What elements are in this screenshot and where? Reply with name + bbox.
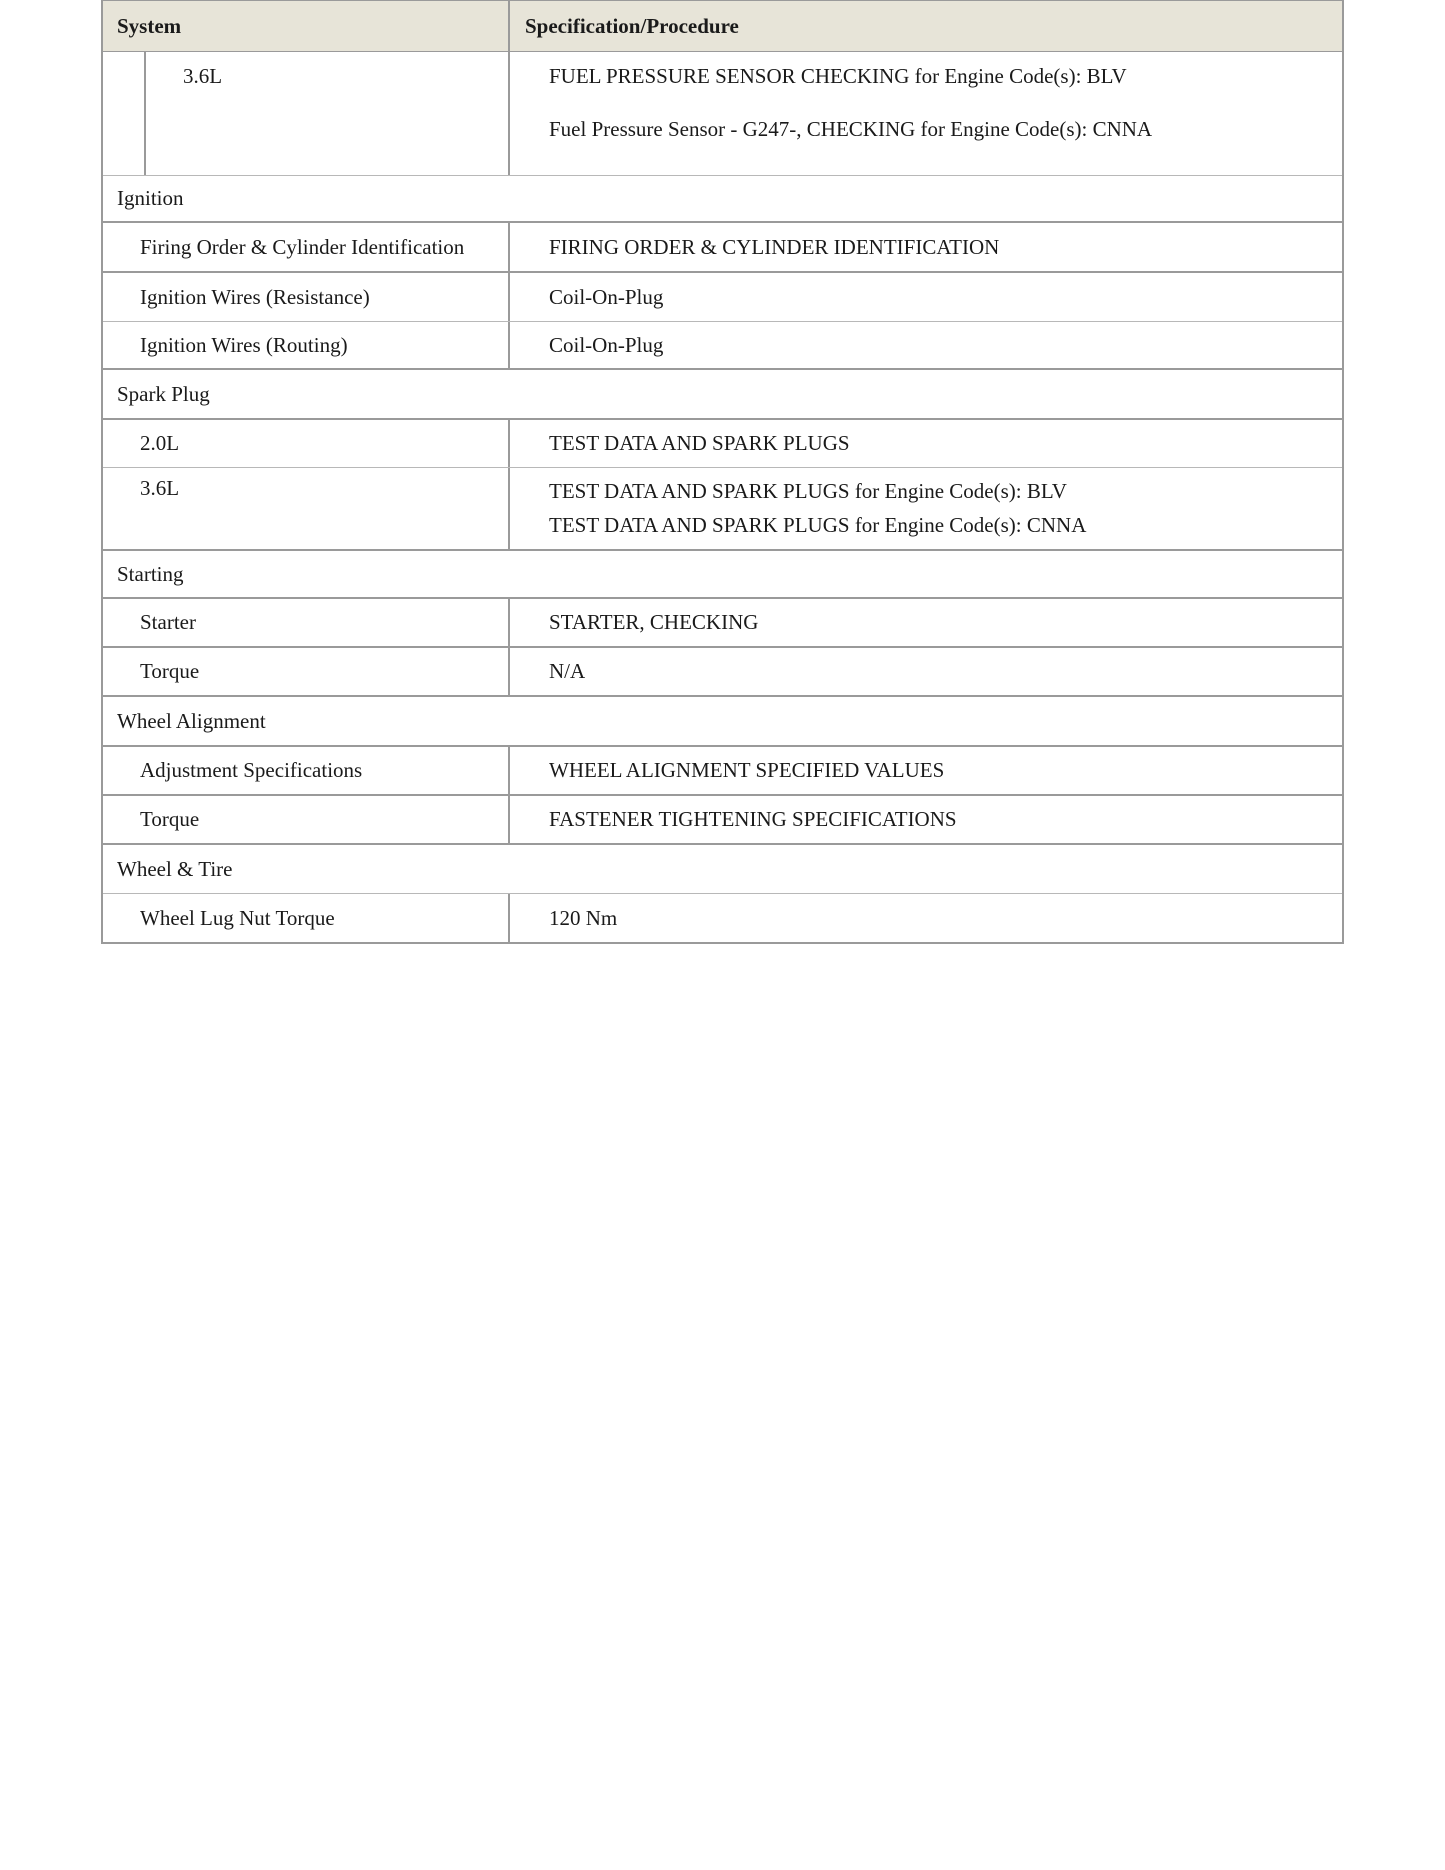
section-starting: Starting	[103, 551, 1342, 599]
table-row	[103, 468, 1342, 551]
header-system: System	[103, 1, 510, 51]
table-row	[103, 273, 1342, 322]
row-spec	[510, 420, 1342, 467]
spec-link[interactable]: STARTER, CHECKING	[549, 610, 759, 634]
spec-link[interactable]: FIRING ORDER & CYLINDER IDENTIFICATION	[549, 234, 1000, 259]
table-header	[103, 1, 1342, 52]
spec-link-fuel-blv[interactable]: FUEL PRESSURE SENSOR CHECKING for Engine Code(s): BLV	[549, 64, 1127, 88]
row-spec	[510, 468, 1342, 542]
row-system: Ignition Wires (Routing)	[103, 322, 510, 368]
spec-link-spark-cnna[interactable]: TEST DATA AND SPARK PLUGS for Engine Code(s): CNNA	[549, 513, 1087, 537]
row-spec	[510, 223, 1342, 271]
spec-text: Coil-On-Plug	[549, 332, 664, 357]
row-system: 3.6L	[103, 468, 510, 549]
row-spec	[510, 796, 1342, 843]
spec-text: N/A	[549, 659, 586, 683]
row-spec	[510, 273, 1342, 321]
row-system: 3.6L	[146, 52, 510, 175]
spec-link-spark-blv[interactable]: TEST DATA AND SPARK PLUGS for Engine Code(s): BLV	[549, 479, 1067, 503]
row-system: 2.0L	[103, 420, 510, 467]
row-spec	[510, 322, 1342, 368]
table-row	[103, 420, 1342, 468]
spec-link[interactable]: WHEEL ALIGNMENT SPECIFIED VALUES	[549, 758, 945, 782]
header-specification: Specification/Procedure	[525, 13, 739, 38]
row-spec	[510, 747, 1342, 794]
row-system: Ignition Wires (Resistance)	[103, 273, 510, 321]
row-spec	[510, 648, 1342, 695]
row-system: Wheel Lug Nut Torque	[103, 894, 510, 942]
table-row	[103, 322, 1342, 370]
row-spec	[510, 52, 1342, 175]
row-spec	[510, 599, 1342, 646]
row-spec	[510, 894, 1342, 942]
table-row	[103, 747, 1342, 796]
row-system: Torque	[103, 648, 510, 695]
row-system: Starter	[103, 599, 510, 646]
table-row	[103, 648, 1342, 697]
indent-gutter	[103, 52, 146, 175]
section-spark-plug: Spark Plug	[103, 370, 1342, 420]
table-row	[103, 894, 1342, 942]
table-row-fuel-3-6l	[103, 52, 1342, 176]
spec-link[interactable]: TEST DATA AND SPARK PLUGS	[549, 431, 850, 455]
specification-table	[101, 0, 1344, 944]
table-row	[103, 599, 1342, 648]
spec-link-fuel-cnna[interactable]: Fuel Pressure Sensor - G247-, CHECKING for Engine Code(s): CNNA	[549, 117, 1153, 141]
spec-text: Coil-On-Plug	[549, 284, 664, 309]
section-wheel-tire: Wheel & Tire	[103, 845, 1342, 894]
table-row	[103, 223, 1342, 273]
table-row	[103, 796, 1342, 845]
row-system: Adjustment Specifications	[103, 747, 510, 794]
spec-link[interactable]: FASTENER TIGHTENING SPECIFICATIONS	[549, 807, 957, 831]
row-system: Torque	[103, 796, 510, 843]
section-ignition: Ignition	[103, 176, 1342, 223]
spec-text: 120 Nm	[549, 905, 618, 930]
section-wheel-alignment: Wheel Alignment	[103, 697, 1342, 747]
row-system: Firing Order & Cylinder Identification	[103, 223, 510, 271]
